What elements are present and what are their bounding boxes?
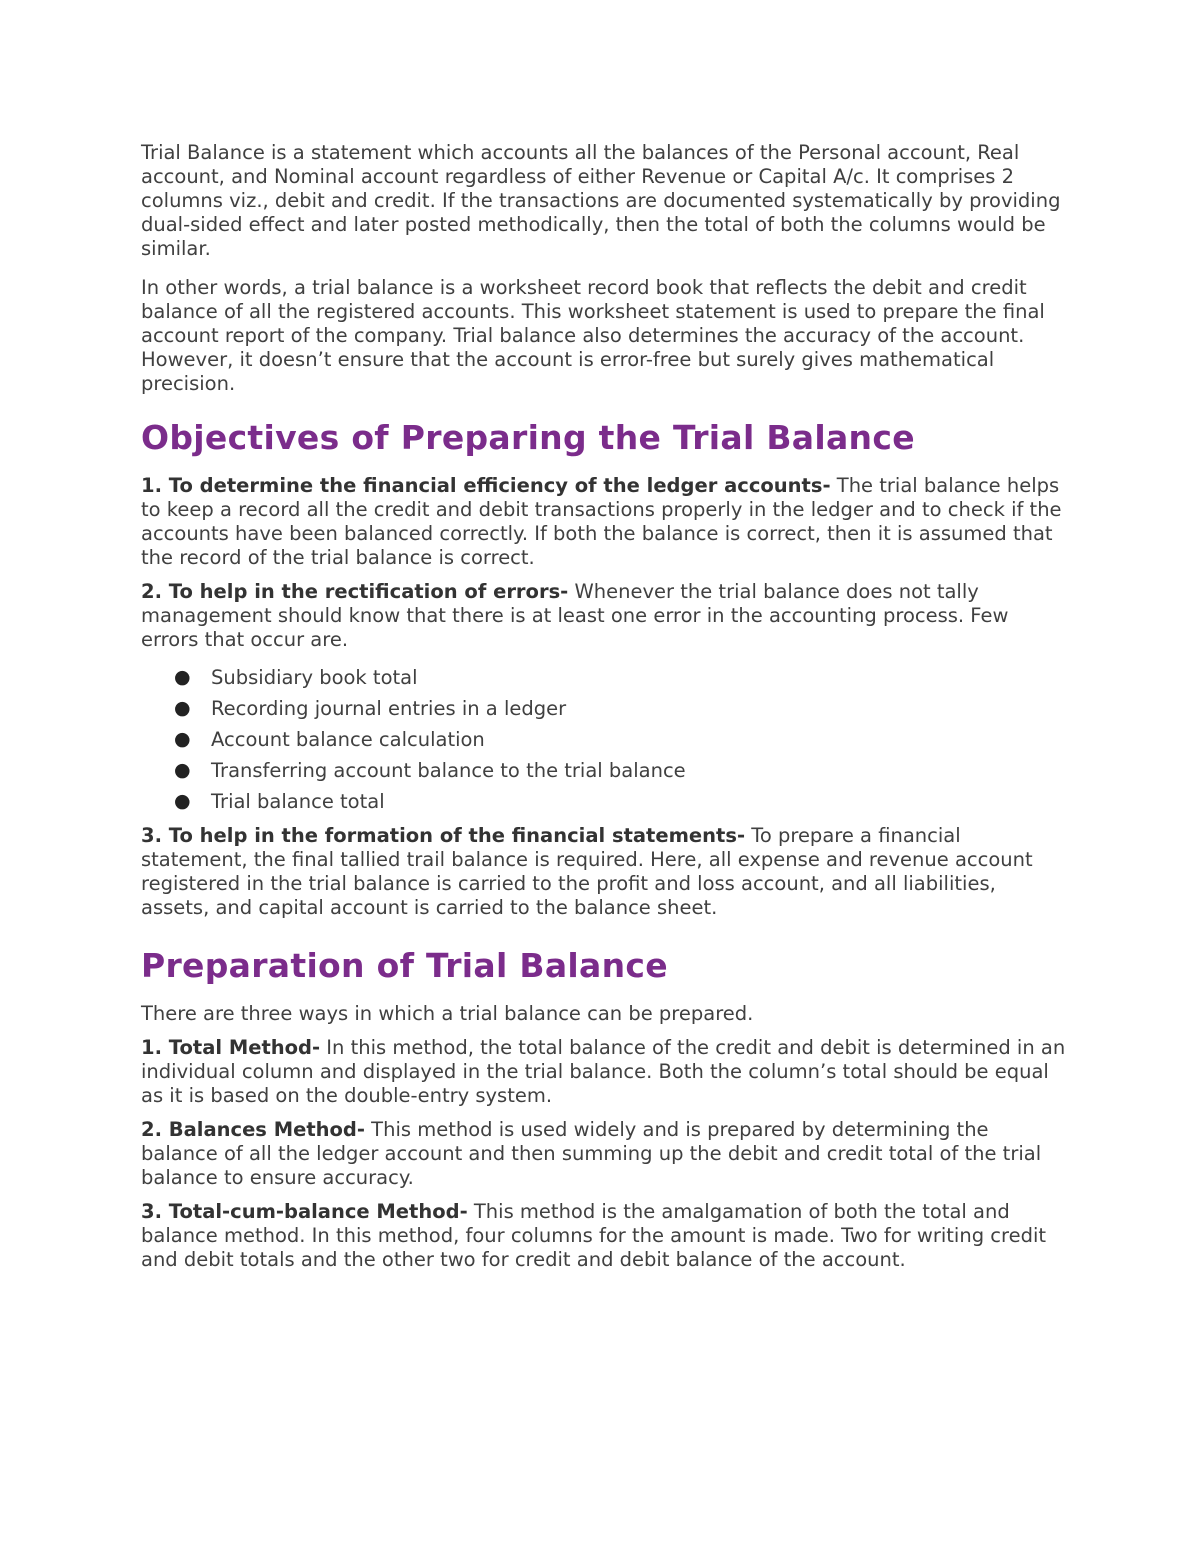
objective-item-2-text: Whenever the trial balance does not tally management should know that there is at least one error in the accounting process. Few errors that occur are. [141,580,1009,651]
list-item-text: Account balance calculation [211,728,485,751]
bullet-icon: ● [174,697,191,719]
objective-item-3-text: To prepare a financial statement, the final tallied trail balance is required. Here, all expense and revenue account registered in the trial balance is carried to the profit and loss account, and all liabilities, assets, and capital account is carried to the balance sheet. [141,824,1033,919]
objectives-heading: Objectives of Preparing the Trial Balance [141,418,915,457]
method-item-2 [141,1118,1066,1190]
bullet-icon: ● [174,790,191,812]
intro-paragraph-2: In other words, a trial balance is a worksheet record book that reflects the debit and credit balance of all the registered accounts. This worksheet statement is used to prepare the final account report of the company. Trial balance also determines the accuracy of the account. However, it doesn’t ensure that the account is error-free but surely gives mathematical precision. [141,276,1045,395]
list-item [141,662,1066,693]
objective-item-2 [141,580,1066,652]
preparation-heading: Preparation of Trial Balance [141,946,668,985]
bullet-icon: ● [174,666,191,688]
objective-item-3-label: 3. To help in the formation of the financial statements- [141,824,746,847]
document-page [141,141,1066,1282]
list-item-text: Subsidiary book total [211,666,418,689]
method-item-1 [141,1036,1066,1108]
method-item-3 [141,1200,1066,1272]
list-item-text: Trial balance total [211,790,385,813]
objective-item-1 [141,474,1066,570]
list-item-text: Recording journal entries in a ledger [211,697,567,720]
list-item [141,755,1066,786]
method-item-3-text: This method is the amalgamation of both the total and balance method. In this method, four columns for the amount is made. Two for writing credit and debit totals and the other two for credit and debit balance of the account. [141,1200,1047,1271]
objective-item-1-text: The trial balance helps to keep a record all the credit and debit transactions properly in the ledger and to check if the accounts have been balanced correctly. If both the balance is correct, then it is assumed that the record of the trial balance is correct. [141,474,1062,569]
method-item-2-label: 2. Balances Method- [141,1118,365,1141]
method-item-1-label: 1. Total Method- [141,1036,321,1059]
bullet-icon: ● [174,728,191,750]
objective-item-2-label: 2. To help in the rectification of errors- [141,580,569,603]
method-item-2-text: This method is used widely and is prepared by determining the balance of all the ledger account and then summing up the debit and credit total of the trial balance to ensure accuracy. [141,1118,1042,1189]
intro-paragraph-1: Trial Balance is a statement which accounts all the balances of the Personal account, Real account, and Nominal account regardless of either Revenue or Capital A/c. It comprises 2 columns viz., debit and credit. If the transactions are documented systematically by providing dual-sided effect and later posted methodically, then the total of both the columns would be similar. [141,141,1061,260]
method-item-3-label: 3. Total-cum-balance Method- [141,1200,468,1223]
list-item [141,724,1066,755]
preparation-intro: There are three ways in which a trial balance can be prepared. [141,1002,754,1025]
errors-list [141,662,1066,817]
bullet-icon: ● [174,759,191,781]
method-item-1-text: In this method, the total balance of the credit and debit is determined in an individual column and displayed in the trial balance. Both the column’s total should be equal as it is based on the double-entry system. [141,1036,1066,1107]
list-item [141,786,1066,817]
list-item-text: Transferring account balance to the trial balance [211,759,686,782]
list-item [141,693,1066,724]
objective-item-3 [141,824,1066,920]
objective-item-1-label: 1. To determine the financial efficiency of the ledger accounts- [141,474,831,497]
